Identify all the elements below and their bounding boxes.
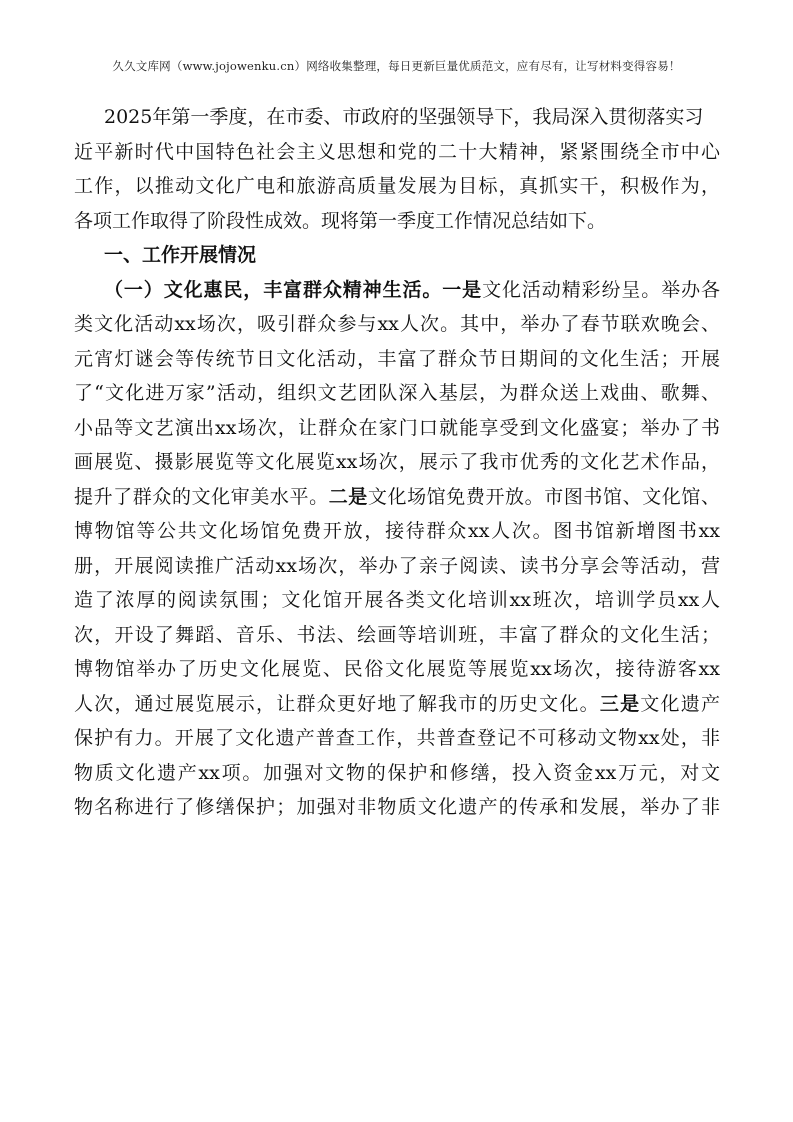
body-line: 类文化活动xx场次，吸引群众参与xx人次。其中，举办了春节联欢晚会、: [74, 313, 720, 335]
point-marker-second: 二是: [328, 485, 368, 508]
body-line-with-marker: [74, 687, 720, 722]
body-line-with-marker: [74, 480, 720, 515]
body-line: 物质文化遗产xx项。加强对文物的保护和修缮，投入资金xx万元，对文: [74, 761, 720, 784]
point-first-text: 文化活动精彩纷呈。举办各: [482, 278, 720, 301]
body-line: 博物馆举办了历史文化展览、民俗文化展览等展览xx场次，接待游客xx: [74, 658, 720, 680]
point-marker-third: 三是: [599, 692, 641, 715]
point-second-text: 文化场馆免费开放。市图书馆、文化馆、: [367, 485, 720, 508]
body-line: 了“文化进万家”活动，组织文艺团队深入基层，为群众送上戏曲、歌舞、: [74, 382, 720, 404]
body-line: 次，开设了舞蹈、音乐、书法、绘画等培训班，丰富了群众的文化生活；: [74, 623, 720, 646]
intro-line-4: 各项工作取得了阶段性成效。现将第一季度工作情况总结如下。: [74, 209, 607, 232]
subsection-first-line: [74, 273, 720, 308]
site-header-note: 久久文库网（www.jojowenku.cn）网络收集整理，每日更新巨量优质范文，应有尽有，让写材料变得容易！: [112, 59, 681, 73]
point-third-text: 文化遗产: [640, 692, 720, 715]
subsection-title: （一）文化惠民，丰富群众精神生活。: [104, 278, 443, 301]
document-body: [74, 100, 720, 825]
body-line: 物名称进行了修缮保护；加强对非物质文化遗产的传承和发展，举办了非: [74, 796, 720, 818]
intro-line-2: 近平新时代中国特色社会主义思想和党的二十大精神，紧紧围绕全市中心: [74, 140, 720, 163]
body-line: 小品等文艺演出xx场次，让群众在家门口就能享受到文化盛宴；举办了书: [74, 416, 720, 439]
body-line: 册，开展阅读推广活动xx场次，举办了亲子阅读、读书分享会等活动，营: [74, 554, 720, 577]
body-line: 造了浓厚的阅读氛围；文化馆开展各类文化培训xx班次，培训学员xx人: [74, 589, 720, 611]
point-third-lead: 人次，通过展览展示，让群众更好地了解我市的历史文化。: [74, 692, 600, 715]
point-second-lead: 提升了群众的文化审美水平。: [74, 485, 329, 508]
body-line: 元宵灯谜会等传统节日文化活动，丰富了群众节日期间的文化生活；开展: [74, 347, 720, 370]
point-marker-first: 一是: [442, 278, 483, 301]
body-line: 画展览、摄影展览等文化展览xx场次，展示了我市优秀的文化艺术作品，: [74, 451, 720, 473]
intro-line-3: 工作，以推动文化广电和旅游高质量发展为目标，真抓实干，积极作为，: [74, 175, 720, 197]
section-heading: 一、工作开展情况: [104, 244, 257, 266]
body-line: 保护有力。开展了文化遗产普查工作，共普查登记不可移动文物xx处，非: [74, 727, 720, 749]
intro-line-1: 2025年第一季度，在市委、市政府的坚强领导下，我局深入贯彻落实习: [104, 106, 704, 128]
body-line: 博物馆等公共文化场馆免费开放，接待群众xx人次。图书馆新增图书xx: [74, 520, 720, 542]
